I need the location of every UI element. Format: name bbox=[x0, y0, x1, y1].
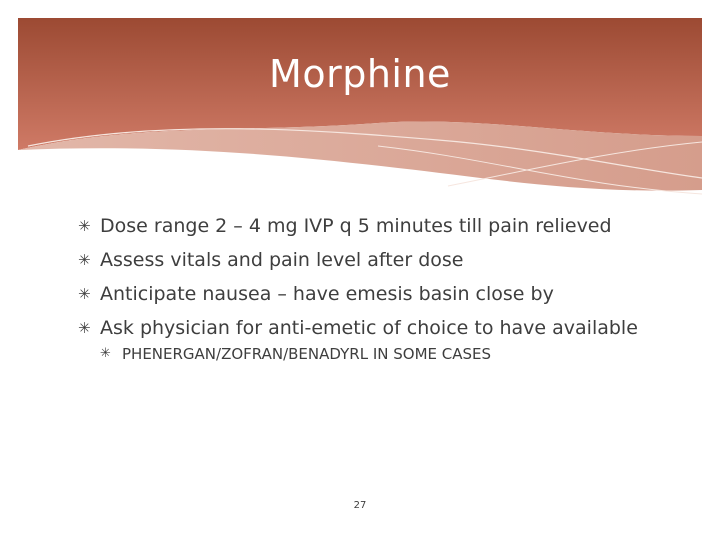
sub-bullet-text: PHENERGAN/ZOFRAN/BENADYRL IN SOME CASES bbox=[122, 345, 492, 363]
asterisk-bullet-icon: ✳ bbox=[100, 346, 111, 361]
bullet-text: Assess vitals and pain level after dose bbox=[100, 249, 464, 271]
bullet-text: Ask physician for anti-emetic of choice to have available bbox=[100, 317, 638, 339]
bullet-item bbox=[78, 214, 678, 239]
bullet-list bbox=[78, 214, 678, 374]
bullet-item bbox=[78, 282, 678, 307]
asterisk-bullet-icon: ✳ bbox=[78, 285, 91, 303]
bullet-text: Dose range 2 – 4 mg IVP q 5 minutes till pain relieved bbox=[100, 215, 612, 237]
asterisk-bullet-icon: ✳ bbox=[78, 319, 91, 337]
slide-title: Morphine bbox=[269, 52, 451, 96]
page-number: 27 bbox=[353, 500, 367, 511]
bullet-text: Anticipate nausea – have emesis basin close by bbox=[100, 283, 554, 305]
sub-bullet-list bbox=[100, 343, 678, 365]
title-banner bbox=[18, 18, 702, 218]
sub-bullet-item bbox=[100, 343, 678, 365]
bullet-item bbox=[78, 316, 678, 365]
asterisk-bullet-icon: ✳ bbox=[78, 251, 91, 269]
title-banner-graphic bbox=[18, 18, 702, 218]
bullet-item bbox=[78, 248, 678, 273]
asterisk-bullet-icon: ✳ bbox=[78, 217, 91, 235]
